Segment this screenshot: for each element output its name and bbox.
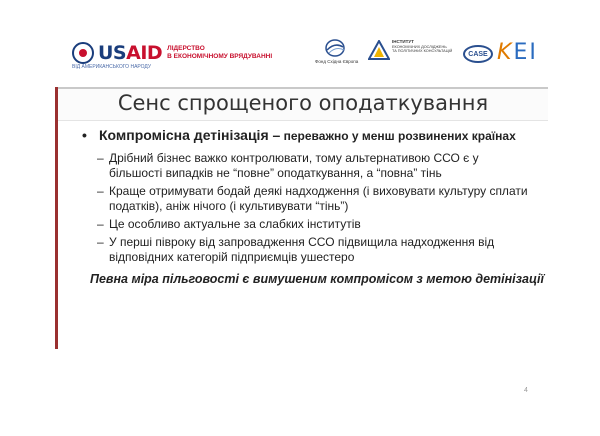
usaid-wordmark: USAID xyxy=(98,42,163,64)
kei-logo: KEI xyxy=(497,40,538,65)
ier-name: ІНСТИТУТ ЕКОНОМІЧНИХ ДОСЛІДЖЕНЬ ТА ПОЛІТИЧНИХ КОНСУЛЬТАЦІЙ xyxy=(392,39,453,53)
case-logo: CASE xyxy=(463,45,493,63)
usaid-logo xyxy=(72,42,273,70)
sub-bullet-list xyxy=(82,151,552,265)
eastern-europe-foundation-logo: Фонд Східна Європа xyxy=(315,38,355,64)
sub-bullet: – Краще отримувати бодай деякі надходження (і виховувати культуру сплати податків), аніж нічого (і культивувати “тінь”) xyxy=(97,184,528,213)
sub-bullet: – У перші півроку від запровадження ССО підвищила надходження від відповідних категорій підприємців ушестеро xyxy=(97,235,495,264)
usaid-seal-icon xyxy=(72,42,94,64)
slide-body xyxy=(82,127,552,287)
ier-logo xyxy=(368,40,462,60)
ier-triangle-icon xyxy=(368,40,390,60)
sub-bullet: – Це особливо актуальне за слабких інститутів xyxy=(97,217,361,231)
logo-bar xyxy=(60,38,560,72)
main-bullet xyxy=(82,127,552,145)
accent-stripe xyxy=(55,87,58,349)
bullet-lead: Компромісна детінізація – xyxy=(99,127,281,143)
conclusion-text: Певна міра пільговості є вимушеним компромісом з метою детінізації xyxy=(89,272,544,286)
bullet-rest: переважно у менш розвинених країнах xyxy=(280,129,516,143)
foundation-globe-icon xyxy=(323,38,347,58)
page-number: 4 xyxy=(524,387,528,394)
usaid-subtitle: ВІД АМЕРИКАНСЬКОГО НАРОДУ xyxy=(72,64,152,70)
usaid-tagline: ЛІДЕРСТВО В ЕКОНОМІЧНОМУ ВРЯДУВАННІ xyxy=(167,45,273,60)
sub-bullet: – Дрібний бізнес важко контролювати, тому альтернативою ССО є у більшості випадків не “повне” оподаткування, а “повна” тінь xyxy=(97,151,479,180)
slide-title: Сенс спрощеного оподаткування xyxy=(117,91,489,115)
